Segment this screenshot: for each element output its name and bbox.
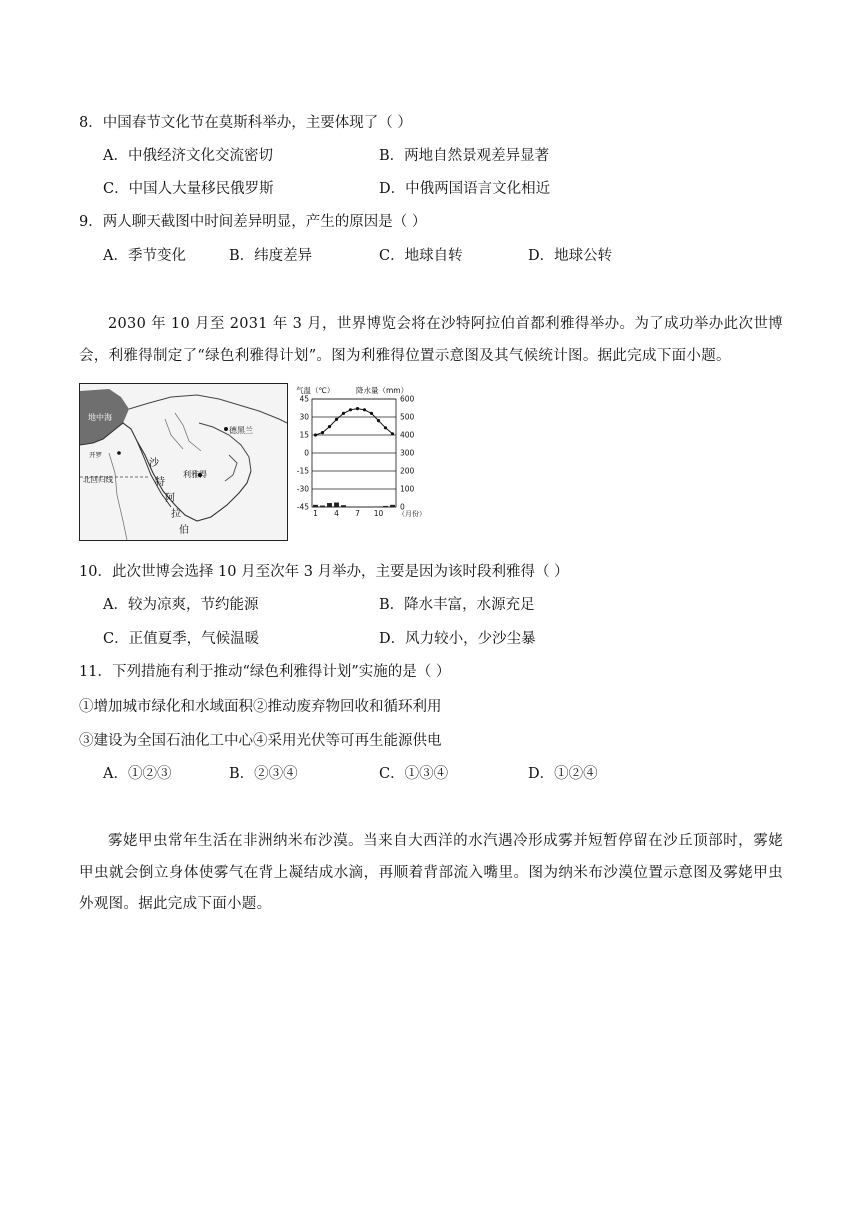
- question-11-stem: 11．下列措施有利于推动“绿色利雅得计划”实施的是（ ）: [79, 664, 451, 680]
- chart-right-tick-label: 500: [400, 412, 415, 422]
- question-11-option-d: D．①②④: [528, 766, 598, 782]
- temperature-point: [377, 419, 380, 422]
- precipitation-bar: [327, 503, 332, 507]
- question-11-option-a: A．①②③: [103, 766, 172, 782]
- map-label-saudi-2: 特: [155, 477, 165, 488]
- chart-x-tick-label: 10: [373, 509, 384, 518]
- question-9-option-a: A．季节变化: [103, 248, 186, 264]
- temperature-point: [363, 408, 366, 411]
- chart-left-tick-label: 0: [304, 448, 309, 458]
- temperature-point: [335, 418, 338, 421]
- question-8-option-a: A．中俄经济文化交流密切: [103, 148, 273, 164]
- question-9-option-d: D．地球公转: [528, 248, 613, 264]
- map-label-saudi-4: 拉: [171, 509, 181, 520]
- chart-x-unit: （月份）: [398, 510, 426, 518]
- chart-right-tick-label: 200: [400, 466, 415, 476]
- passage-namib: 雾姥甲虫常年生活在非洲纳米布沙漠。当来自大西洋的水汽遇冷形成雾并短暂停留在沙丘顶部时，雾姥甲虫就会倒立身体使雾气在背上凝结成水滴，再顺着背部流入嘴里。图为纳米布沙漠位置示意图及雾姥甲虫外观图。据此完成下面小题。: [79, 833, 783, 912]
- question-10-option-b: B．降水丰富，水源充足: [379, 597, 535, 613]
- chart-left-tick-label: 30: [299, 412, 309, 422]
- map-label-saudi-1: 沙: [149, 458, 159, 469]
- temperature-point: [391, 432, 394, 435]
- question-9-stem: 9．两人聊天截图中时间差异明显，产生的原因是（ ）: [79, 214, 427, 230]
- map-label-tropic: 北回归线: [83, 475, 113, 484]
- map-label-saudi-3: 阿: [165, 493, 175, 504]
- question-9-option-b: B．纬度差异: [229, 248, 313, 264]
- chart-right-tick-label: 300: [400, 448, 415, 458]
- chart-left-tick-label: -45: [296, 502, 309, 512]
- question-11-option-c: C．①③④: [379, 766, 449, 782]
- question-8-option-d: D．中俄两国语言文化相近: [379, 181, 551, 197]
- question-10-option-d: D．风力较小，少沙尘暴: [379, 631, 536, 647]
- map-label-riyadh: 利雅得: [183, 470, 207, 479]
- question-11-items-2: ③建设为全国石油化工中心④采用光伏等可再生能源供电: [79, 733, 442, 749]
- riyadh-location-map: [79, 383, 288, 541]
- chart-x-tick-label: 1: [313, 509, 318, 518]
- question-10-stem: 10．此次世博会选择 10 月至次年 3 月举办，主要是因为该时段利雅得（ ）: [79, 564, 569, 580]
- chart-left-tick-label: 15: [299, 430, 309, 440]
- precipitation-bar: [390, 505, 395, 507]
- chart-right-tick-label: 400: [400, 430, 415, 440]
- chart-y-right-label: 降水量（mm）: [356, 386, 409, 395]
- chart-y-left-label: 气温（℃）: [296, 386, 335, 395]
- question-11-option-b: B．②③④: [229, 766, 298, 782]
- map-label-tehran: 德黑兰: [229, 426, 253, 435]
- temperature-point: [342, 412, 345, 415]
- precipitation-bar: [383, 506, 388, 507]
- chart-x-tick-label: 7: [355, 509, 360, 518]
- chart-right-tick-label: 0: [400, 502, 405, 512]
- temperature-point: [370, 412, 373, 415]
- question-9-option-c: C．地球自转: [379, 248, 463, 264]
- map-label-cairo: 开罗: [89, 451, 102, 459]
- question-10-option-a: A．较为凉爽，节约能源: [103, 597, 259, 613]
- temperature-point: [384, 426, 387, 429]
- chart-right-tick-label: 600: [400, 394, 415, 404]
- passage-riyadh: 2030 年 10 月至 2031 年 3 月，世界博览会将在沙特阿拉伯首都利雅得举办。为了成功举办此次世博会，利雅得制定了“绿色利雅得计划”。图为利雅得位置示意图及其气候统计图。据此完成下面小题。: [79, 316, 783, 364]
- precipitation-bar: [334, 503, 339, 508]
- temperature-point: [356, 407, 359, 410]
- map-label-saudi-5: 伯: [179, 525, 189, 536]
- temperature-point: [321, 431, 324, 434]
- question-10-option-c: C．正值夏季，气候温暖: [103, 631, 260, 647]
- temperature-line: [316, 409, 393, 435]
- riyadh-climate-chart: [290, 383, 430, 525]
- temperature-point: [328, 425, 331, 428]
- temperature-point: [349, 408, 352, 411]
- precipitation-bar: [320, 506, 325, 507]
- temperature-point: [314, 433, 317, 436]
- chart-left-tick-label: -15: [296, 466, 309, 476]
- chart-right-tick-label: 100: [400, 484, 415, 494]
- question-8-option-b: B．两地自然景观差异显著: [379, 148, 550, 164]
- question-11-items-1: ①增加城市绿化和水域面积②推动废弃物回收和循环利用: [79, 699, 442, 715]
- question-8-stem: 8．中国春节文化节在莫斯科举办，主要体现了（ ）: [79, 115, 412, 131]
- question-8-option-c: C．中国人大量移民俄罗斯: [103, 181, 274, 197]
- chart-x-tick-label: 4: [334, 509, 339, 518]
- map-label-sea: 地中海: [88, 413, 112, 422]
- precipitation-bar: [341, 505, 346, 507]
- chart-left-tick-label: -30: [296, 484, 309, 494]
- precipitation-bar: [313, 505, 318, 507]
- chart-left-tick-label: 45: [299, 394, 309, 404]
